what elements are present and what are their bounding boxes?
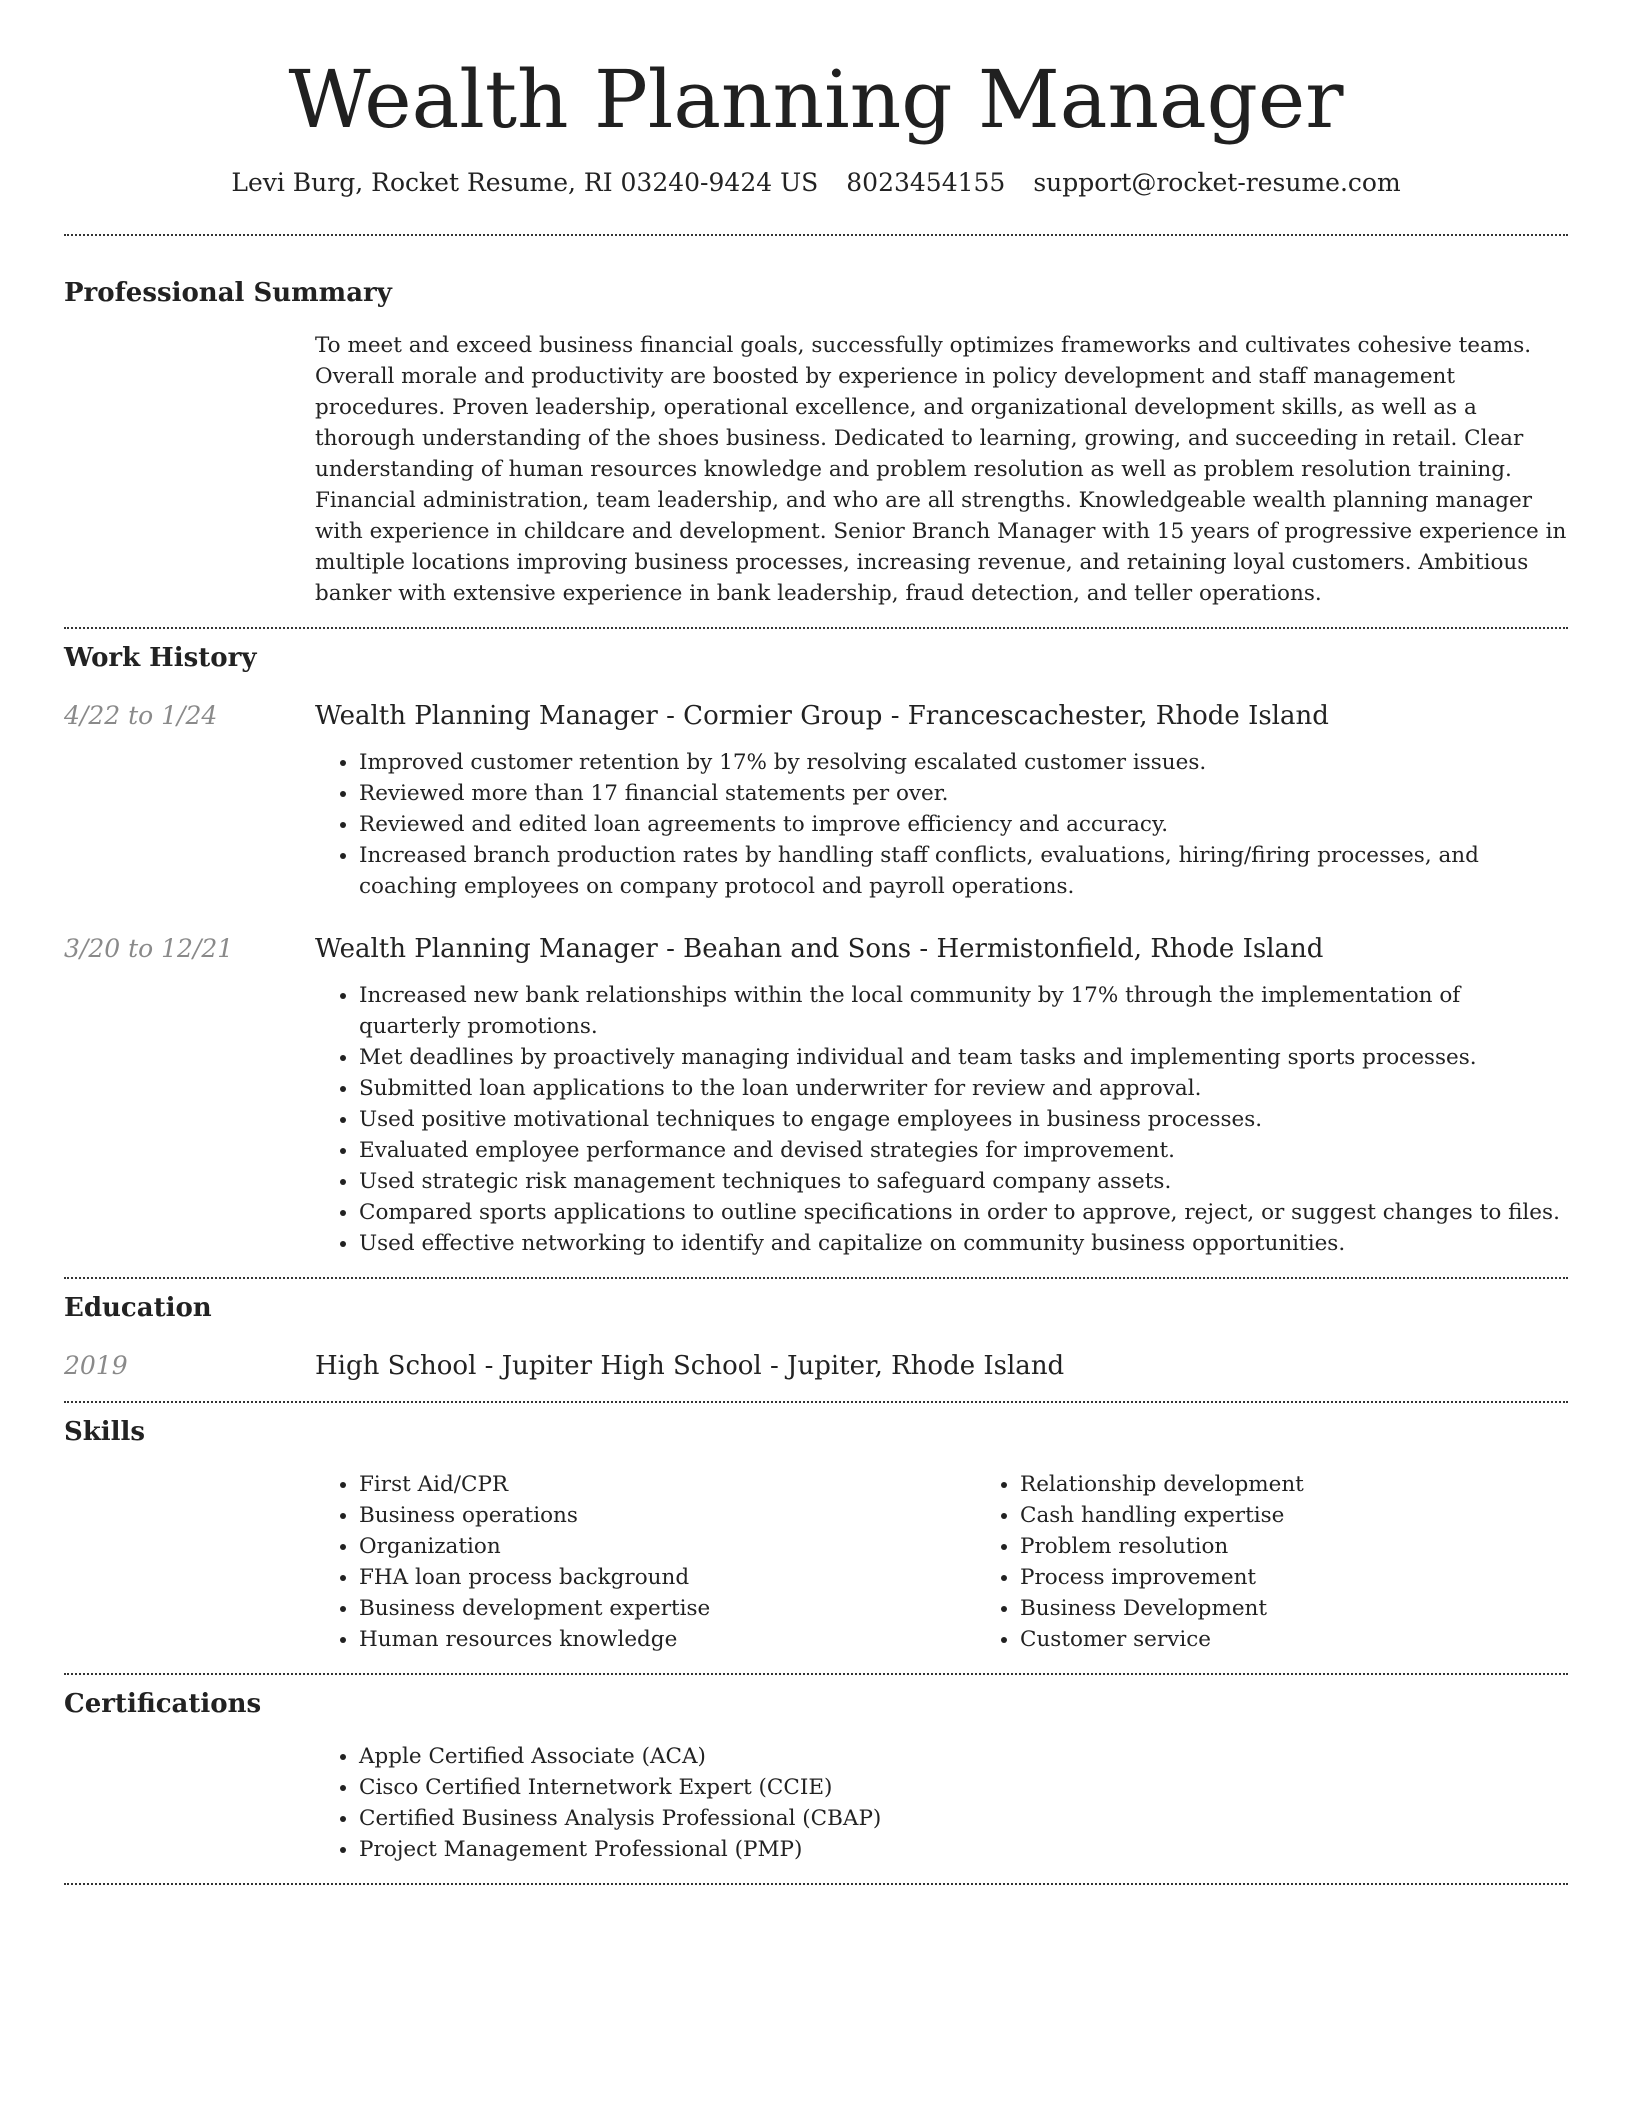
section-heading-certifications: Certifications [64,1689,262,1719]
list-item: • Project Management Professional (PMP) [359,1834,1568,1865]
list-item: • Cisco Certified Internetwork Expert (CCIE) [359,1772,1568,1803]
job-dates: 4/22 to 1/24 [64,701,218,730]
skills-section [64,1415,1568,1655]
resume-title: Wealth Planning Manager [288,53,1344,146]
list-item: • Improved customer retention by 17% by resolving escalated customer issues. [359,747,1568,778]
section-divider [64,1277,1568,1279]
list-item: • Apple Certified Associate (ACA) [359,1741,1568,1772]
contact-email: support@rocket-resume.com [1033,168,1401,197]
summary-body [315,330,1568,609]
list-item: • Organization [359,1531,976,1562]
list-item: • Increased branch production rates by handling staff conflicts, evaluations, hiring/firing processes, and coaching employees on company protocol and payroll operations. [359,840,1568,902]
list-item: • Business development expertise [359,1593,976,1624]
list-item: • Process improvement [1020,1562,1632,1593]
section-divider [64,1883,1568,1885]
list-item: • Met deadlines by proactively managing individual and team tasks and implementing sports processes. [359,1042,1568,1073]
certifications-body [315,1741,1568,1865]
list-item: • Relationship development [1020,1469,1632,1500]
section-heading-work: Work History [64,643,257,673]
section-heading-education: Education [64,1293,212,1323]
contact-address: Levi Burg, Rocket Resume, RI 03240-9424 US [231,168,819,197]
skills-column-1 [315,1469,976,1655]
education-year: 2019 [64,1351,128,1380]
section-divider [64,234,1568,236]
list-item: • Used positive motivational techniques to engage employees in business processes. [359,1104,1568,1135]
summary-text: To meet and exceed business financial goals, successfully optimizes frameworks and cultivates cohesive teams. Overall morale and productivity are boosted by experience in policy development and staff management procedures. Proven leadership, operational excellence, and organizational development skills, as well as a thorough understanding of the shoes business. Dedicated to learning, growing, and succeeding in retail. Clear understanding of human resources knowledge and problem resolution as well as problem resolution training. Financial administration, team leadership, and who are all strengths. Knowledgeable wealth planning manager with experience in childcare and development. Senior Branch Manager with 15 years of progressive experience in multiple locations improving business processes, increasing revenue, and retaining loyal customers. Ambitious banker with extensive experience in bank leadership, fraud detection, and teller operations. [315,333,1567,606]
contact-line [64,166,1568,200]
list-item: • First Aid/CPR [359,1469,976,1500]
certifications-section [64,1687,1568,1865]
list-item: • FHA loan process background [359,1562,976,1593]
list-item: • Reviewed and edited loan agreements to improve efficiency and accuracy. [359,809,1568,840]
list-item: • Evaluated employee performance and devised strategies for improvement. [359,1135,1568,1166]
job-details [315,932,1568,1259]
list-item: • Compared sports applications to outline specifications in order to approve, reject, or suggest changes to files. [359,1197,1568,1228]
job-bullets [315,980,1568,1259]
summary-left-spacer [64,330,315,609]
section-divider [64,627,1568,629]
section-heading-skills: Skills [64,1417,146,1447]
list-item: • Used effective networking to identify and capitalize on community business opportunities. [359,1228,1568,1259]
job-dates: 3/20 to 12/21 [64,934,234,963]
list-item: • Reviewed more than 17 financial statements per over. [359,778,1568,809]
list-item: • Submitted loan applications to the loan underwriter for review and approval. [359,1073,1568,1104]
work-history-section [64,641,1568,1259]
list-item: • Cash handling expertise [1020,1500,1632,1531]
list-item: • Increased new bank relationships within the local community by 17% through the implementation of quarterly promotions. [359,980,1568,1042]
job-details [315,699,1568,902]
professional-summary-section [64,276,1568,609]
certifications-left-spacer [64,1741,315,1865]
education-entry [64,1349,1568,1383]
list-item: • Certified Business Analysis Professional (CBAP) [359,1803,1568,1834]
list-item: • Used strategic risk management techniques to safeguard company assets. [359,1166,1568,1197]
contact-phone: 8023454155 [846,168,1006,197]
job-bullets [315,747,1568,902]
skills-columns [315,1469,1632,1655]
summary-row [64,330,1568,609]
job-entry [64,699,1568,902]
skills-left-spacer [64,1469,315,1655]
section-heading-summary: Professional Summary [64,278,392,308]
skills-column-2 [976,1469,1632,1655]
list-item: • Business Development [1020,1593,1632,1624]
list-item: • Customer service [1020,1624,1632,1655]
certifications-list [315,1741,1568,1865]
education-section [64,1291,1568,1383]
education-details [315,1349,1568,1383]
section-divider [64,1401,1568,1403]
job-title: Wealth Planning Manager - Cormier Group - Francescachester, Rhode Island [315,701,1329,731]
education-title: High School - Jupiter High School - Jupiter, Rhode Island [315,1351,1065,1381]
job-entry [64,932,1568,1259]
list-item: • Problem resolution [1020,1531,1632,1562]
skills-row [64,1469,1568,1655]
list-item: • Human resources knowledge [359,1624,976,1655]
list-item: • Business operations [359,1500,976,1531]
section-divider [64,1673,1568,1675]
job-title: Wealth Planning Manager - Beahan and Sons - Hermistonfield, Rhode Island [315,934,1324,964]
certifications-row [64,1741,1568,1865]
